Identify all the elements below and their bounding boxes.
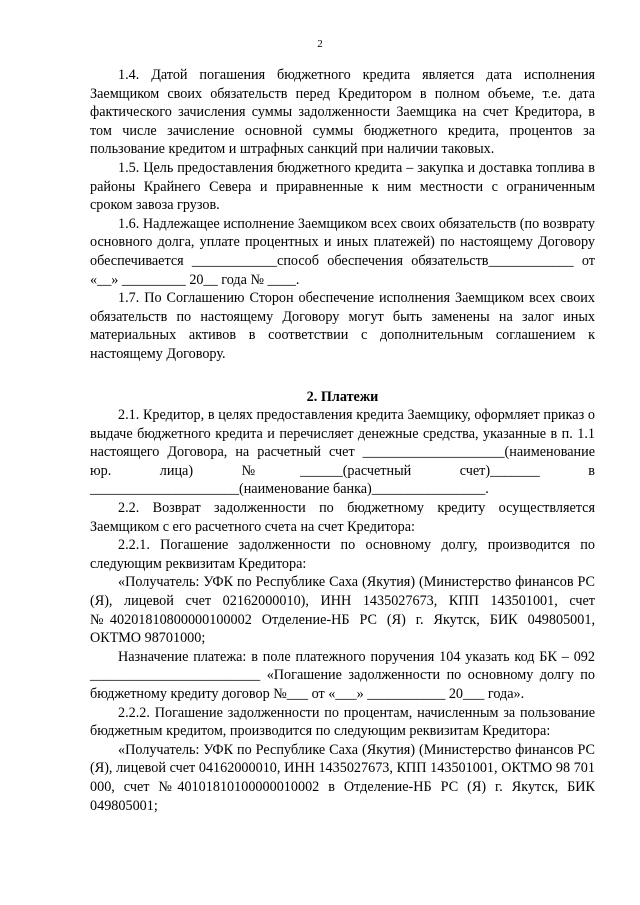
document-body <box>90 66 595 815</box>
paragraph-1-6: 1.6. Надлежащее исполнение Заемщиком всех своих обязательств (по возврату основного долга, уплате процентных и иных платежей) по настоящему Договору обеспечивается ____________способ обеспечения обязательств____________ от «__» _________ 20__ года № ____. <box>90 215 595 288</box>
section-title: 2. Платежи <box>306 388 379 405</box>
recipient-details-interest: «Получатель: УФК по Республике Саха (Якутия) (Министерство финансов РС (Я), лицевой счет 04162000010, ИНН 1435027673, КПП 143501001, ОКТМО 98 701 000, счет №40101810100000010002 в Отделение-НБ РС (Я) г. Якутск, БИК 049805001; <box>90 741 595 814</box>
paragraph-1-7: 1.7. По Соглашению Сторон обеспечение исполнения Заемщиком всех своих обязательств по настоящему Договору могут быть заменены на залог иных материальных активов в соответствии с дополнительным соглашением к настоящему Договору. <box>90 290 595 362</box>
paragraph-2-2-1: 2.2.1. Погашение задолженности по основному долгу, производится по следующим реквизитам Кредитора: <box>90 537 595 572</box>
payment-purpose: Назначение платежа: в поле платежного поручения 104 указать код БК – 092 ________________________ «Погашение задолженности по основному долгу по бюджетному кредиту договор №___ от «___» ___________ 20___ года». <box>90 648 595 702</box>
paragraph-1-4: 1.4. Датой погашения бюджетного кредита является дата исполнения Заемщиком своих обязательств перед Кредитором в полном объеме, т.е. дата фактического зачисления суммы задолженности Заемщика на счет Кредитора, в том числе зачисление основной суммы бюджетного кредита, процентов за пользование кредитом и штрафных санкций при наличии таковых. <box>90 67 595 158</box>
paragraph-2-2-2: 2.2.2. Погашение задолженности по процентам, начисленным за пользование бюджетным кредитом, производится по следующим реквизитам Кредитора: <box>90 704 595 740</box>
paragraph-2-2: 2.2. Возврат задолженности по бюджетному кредиту осуществляется Заемщиком с его расчетного счета на счет Кредитора: <box>90 500 595 535</box>
paragraph-2-1: 2.1. Кредитор, в целях предоставления кредита Заемщику, оформляет приказ о выдаче бюджетного кредита и перечисляет денежные средства, указанные в п. 1.1 настоящего Договора, на расчетный счет ____________________(наименование юр. лица) №______(расчетный счет)_______ в _____________________(наименование банка)________________. <box>90 407 595 498</box>
paragraph-1-5: 1.5. Цель предоставления бюджетного кредита – закупка и доставка топлива в районы Крайнего Севера и приравненные к ним местности с ограниченным сроком завоза грузов. <box>90 159 595 214</box>
page-number: 2 <box>317 38 323 50</box>
recipient-details-principal: «Получатель: УФК по Республике Саха (Якутия) (Министерство финансов РС (Я), лицевой счет 02162000010), ИНН 1435027673, КПП 143501001, счет №40201810800000100002 Отделение-НБ РС (Я) г. Якутск, БИК 049805001, ОКТМО 98701000; <box>90 574 595 647</box>
